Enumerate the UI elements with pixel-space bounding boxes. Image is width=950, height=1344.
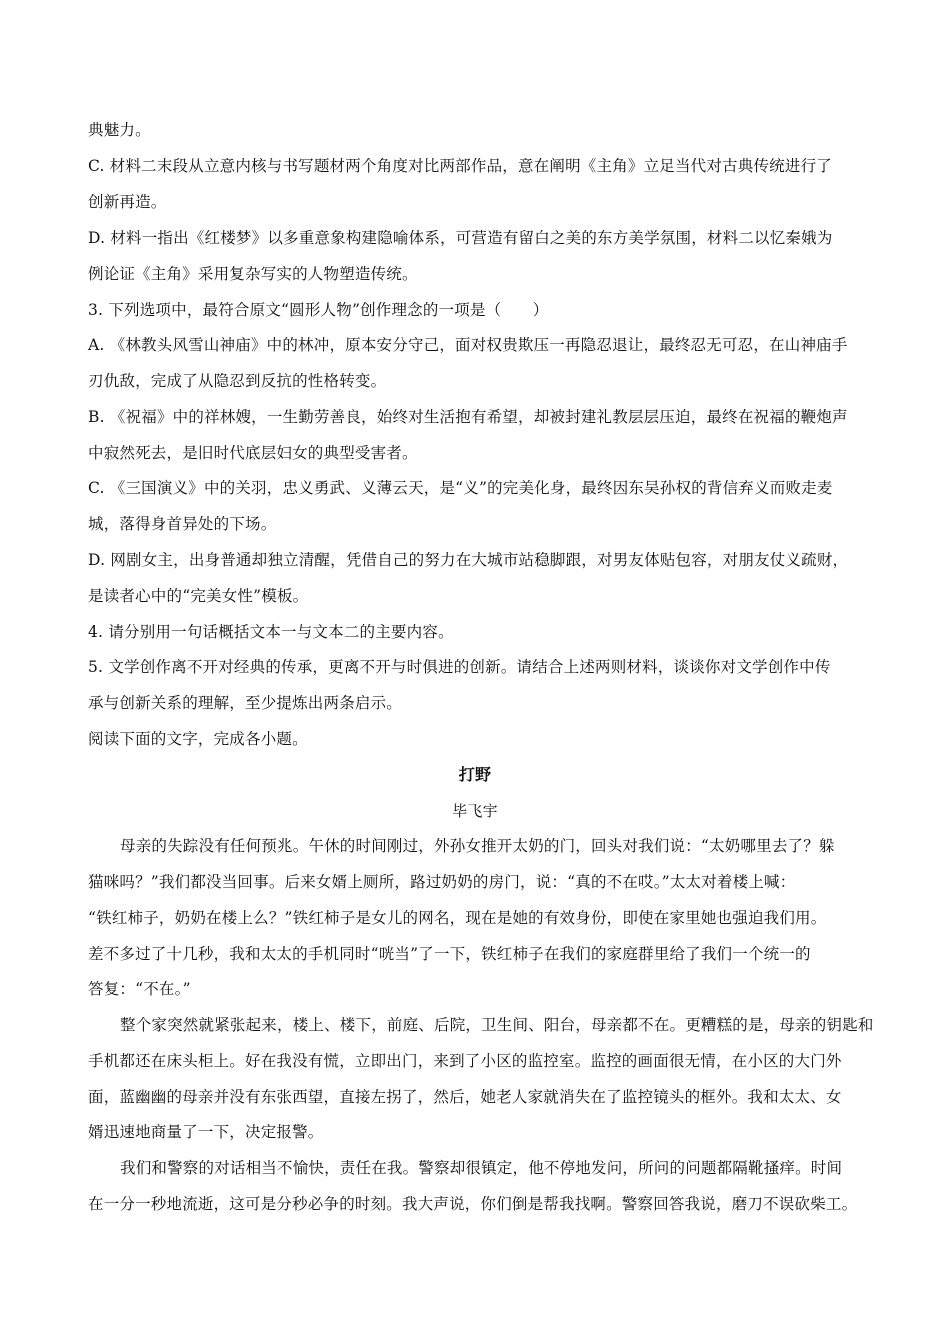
paragraph-line: 猫咪吗？”我们都没当回事。后来女婿上厕所，路过奶奶的房门，说：“真的不在哎。”太太对着楼上喊：	[88, 873, 796, 891]
paragraph-line: 在一分一秒地流逝，这可是分秒必争的时刻。我大声说，你们倒是帮我找啊。警察回答我说，磨刀不误砍柴工。	[88, 1195, 858, 1213]
paragraph-line: 答复：“不在。”	[88, 980, 191, 998]
paragraph-line: 母亲的失踪没有任何预兆。午休的时间刚过，外孙女推开太奶的门，回头对我们说：“太奶哪里去了？躲	[120, 837, 835, 855]
reading-instruction: 阅读下面的文字，完成各小题。	[88, 730, 308, 748]
option-a-line: A. 《林教头风雪山神庙》中的林冲，原本安分守己，面对权贵欺压一再隐忍退让，最终忍无可忍，在山神庙手	[88, 336, 848, 354]
paragraph-line: “铁红柿子，奶奶在楼上么？”铁红柿子是女儿的网名，现在是她的有效身份，即使在家里她也强迫我们用。	[88, 909, 827, 927]
paragraph-line: 手机都还在床头柜上。好在我没有慌，立即出门，来到了小区的监控室。监控的画面很无情，在小区的大门外	[88, 1052, 842, 1070]
question-4: 4. 请分别用一句话概括文本一与文本二的主要内容。	[88, 623, 454, 641]
option-d-line: D. 材料一指出《红楼梦》以多重意象构建隐喻体系，可营造有留白之美的东方美学氛围，材料二以忆秦娥为	[88, 229, 833, 247]
question-5: 5. 文学创作离不开对经典的传承，更离不开与时俱进的创新。请结合上述两则材料，谈谈你对文学创作中传	[88, 658, 831, 676]
text-line: 创新再造。	[88, 193, 167, 211]
paragraph-line: 婿迅速地商量了一下，决定报警。	[88, 1123, 324, 1141]
paragraph-line: 面，蓝幽幽的母亲并没有东张西望，直接左拐了，然后，她老人家就消失在了监控镜头的框外。我和太太、女	[88, 1088, 842, 1106]
option-d-line: D. 网剧女主，出身普通却独立清醒，凭借自己的努力在大城市站稳脚跟，对男友体贴包容，对朋友仗义疏财，	[88, 551, 849, 569]
text-line: 承与创新关系的理解，至少提炼出两条启示。	[88, 694, 403, 712]
option-b-line: B. 《祝福》中的祥林嫂，一生勤劳善良，始终对生活抱有希望，却被封建礼教层层压迫，最终在祝福的鞭炮声	[88, 408, 848, 426]
text-line: 典魅力。	[88, 121, 151, 139]
option-c-line: C. 《三国演义》中的关羽，忠义勇武、义薄云天，是“义”的完美化身，最终因东吴孙权的背信弃义而败走麦	[88, 479, 833, 497]
option-c-line: C. 材料二末段从立意内核与书写题材两个角度对比两部作品，意在阐明《主角》立足当代对古典传统进行了	[88, 157, 832, 175]
text-line: 刃仇敌，完成了从隐忍到反抗的性格转变。	[88, 372, 387, 390]
text-line: 中寂然死去，是旧时代底层妇女的典型受害者。	[88, 444, 418, 462]
paragraph-line: 我们和警察的对话相当不愉快，责任在我。警察却很镇定，他不停地发问，所问的问题都隔靴搔痒。时间	[120, 1159, 843, 1177]
paragraph-line: 差不多过了十几秒，我和太太的手机同时“咣当”了一下，铁红柿子在我们的家庭群里给了我们一个统一的	[88, 945, 811, 963]
story-title: 打野	[458, 765, 492, 784]
text-line: 是读者心中的“完美女性”模板。	[88, 587, 309, 605]
text-line: 城，落得身首异处的下场。	[88, 515, 277, 533]
question-3: 3. 下列选项中，最符合原文“圆形人物”创作理念的一项是（ ）	[88, 301, 549, 319]
paragraph-line: 整个家突然就紧张起来，楼上、楼下，前庭、后院，卫生间、阳台，母亲都不在。更糟糕的是，母亲的钥匙和	[120, 1016, 874, 1034]
text-line: 例论证《主角》采用复杂写实的人物塑造传统。	[88, 265, 418, 283]
story-author: 毕飞宇	[452, 802, 498, 820]
